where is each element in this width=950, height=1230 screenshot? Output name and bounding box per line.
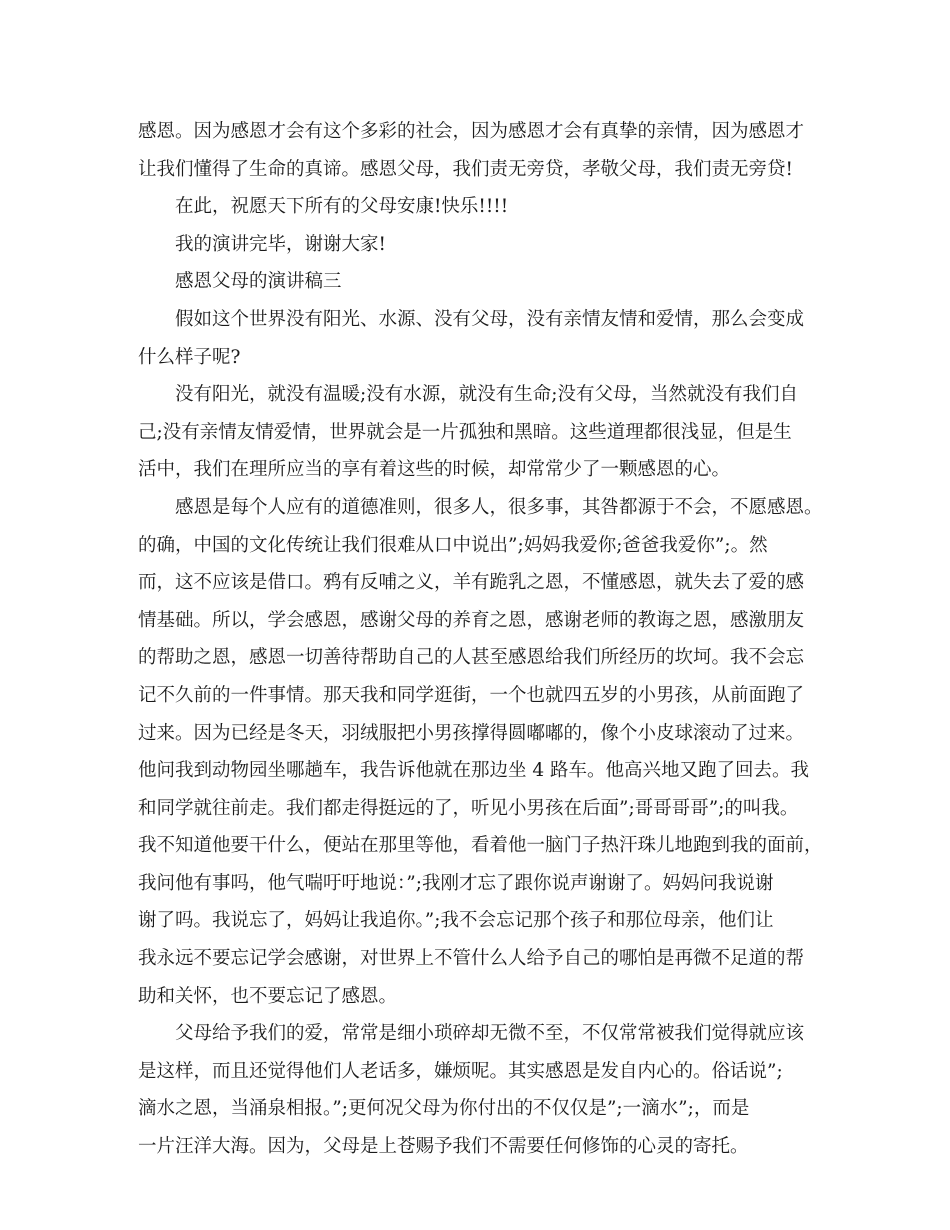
paragraph [138,113,824,188]
text-line: 感恩。因为感恩才会有这个多彩的社会，因为感恩才会有真挚的亲情，因为感恩才 [138,121,805,142]
text-line: 让我们懂得了生命的真谛。感恩父母，我们责无旁贷，孝敬父母，我们责无旁贷! [138,158,793,180]
document-body [138,113,824,1166]
text-line: 一片汪洋大海。因为，父母是上苍赐予我们不需要任何修饰的心灵的寄托。 [138,1136,749,1158]
text-line: 感恩父母的演讲稿三 [175,271,342,293]
text-line: 活中，我们在理所应当的享有着这些的时候，却常常少了一颗感恩的心。 [138,459,731,481]
text-line: 记不久前的一件事情。那天我和同学逛街，一个也就四五岁的小男孩，从前面跑了 [138,684,805,706]
text-line: 假如这个世界没有阳光、水源、没有父母，没有亲情友情和爱情，那么会变成 [175,308,805,330]
text-line: 我问他有事吗，他气喘吁吁地说：”;我刚才忘了跟你说声谢谢了。妈妈问我说谢 [138,872,774,894]
text-line: 我的演讲完毕，谢谢大家! [175,233,386,255]
text-line: 父母给予我们的爱，常常是细小琐碎却无微不至，不仅常常被我们觉得就应该 [175,1023,805,1045]
paragraph [138,188,824,226]
text-line: 和同学就往前走。我们都走得挺远的了，听见小男孩在后面”;哥哥哥哥”;的叫我。 [138,797,799,819]
text-line: 感恩是每个人应有的道德准则，很多人，很多事，其咎都源于不会，不愿感恩。 [175,496,823,518]
text-line: 谢了吗。我说忘了，妈妈让我追你。”;我不会忘记那个孩子和那位母亲，他们让 [138,910,774,932]
paragraph [138,263,824,301]
text-line: 情基础。所以，学会感恩，感谢父母的养育之恩，感谢老师的教诲之恩，感激朋友 [138,609,805,631]
text-line: 我永远不要忘记学会感谢，对世界上不管什么人给予自己的哪怕是再微不足道的帮 [138,948,805,970]
text-line: 什么样子呢? [138,346,241,368]
text-line: 的确，中国的文化传统让我们很难从口中说出”;妈妈我爱你;爸爸我爱你”;。然 [138,534,768,556]
text-line: 是这样，而且还觉得他们人老话多，嫌烦呢。其实感恩是发自内心的。俗话说”; [138,1060,783,1082]
text-line: 在此，祝愿天下所有的父母安康!快乐!!!! [175,196,509,218]
paragraph [138,1015,824,1165]
text-line: 他问我到动物园坐哪趟车，我告诉他就在那边坐 4 路车。他高兴地又跑了回去。我 [138,760,810,782]
text-line: 己;没有亲情友情爱情，世界就会是一片孤独和黑暗。这些道理都很浅显，但是生 [138,421,792,443]
text-line: 助和关怀，也不要忘记了感恩。 [138,985,398,1007]
text-line: 而，这不应该是借口。鸦有反哺之义，羊有跪乳之恩，不懂感恩，就失去了爱的感 [138,572,805,594]
paragraph [138,301,824,376]
text-line: 没有阳光，就没有温暖;没有水源，就没有生命;没有父母，当然就没有我们自 [175,384,798,406]
paragraph [138,226,824,264]
text-line: 我不知道他要干什么，便站在那里等他，看着他一脑门子热汗珠儿地跑到我的面前， [138,835,823,857]
text-line: 滴水之恩，当涌泉相报。”;更何况父母为你付出的不仅仅是”;一滴水”;，而是 [138,1098,750,1120]
text-line: 过来。因为已经是冬天，羽绒服把小男孩撑得圆嘟嘟的，像个小皮球滚动了过来。 [138,722,805,744]
text-line: 的帮助之恩，感恩一切善待帮助自己的人甚至感恩给我们所经历的坎坷。我不会忘 [138,647,805,669]
paragraph [138,376,824,489]
paragraph [138,489,824,1015]
